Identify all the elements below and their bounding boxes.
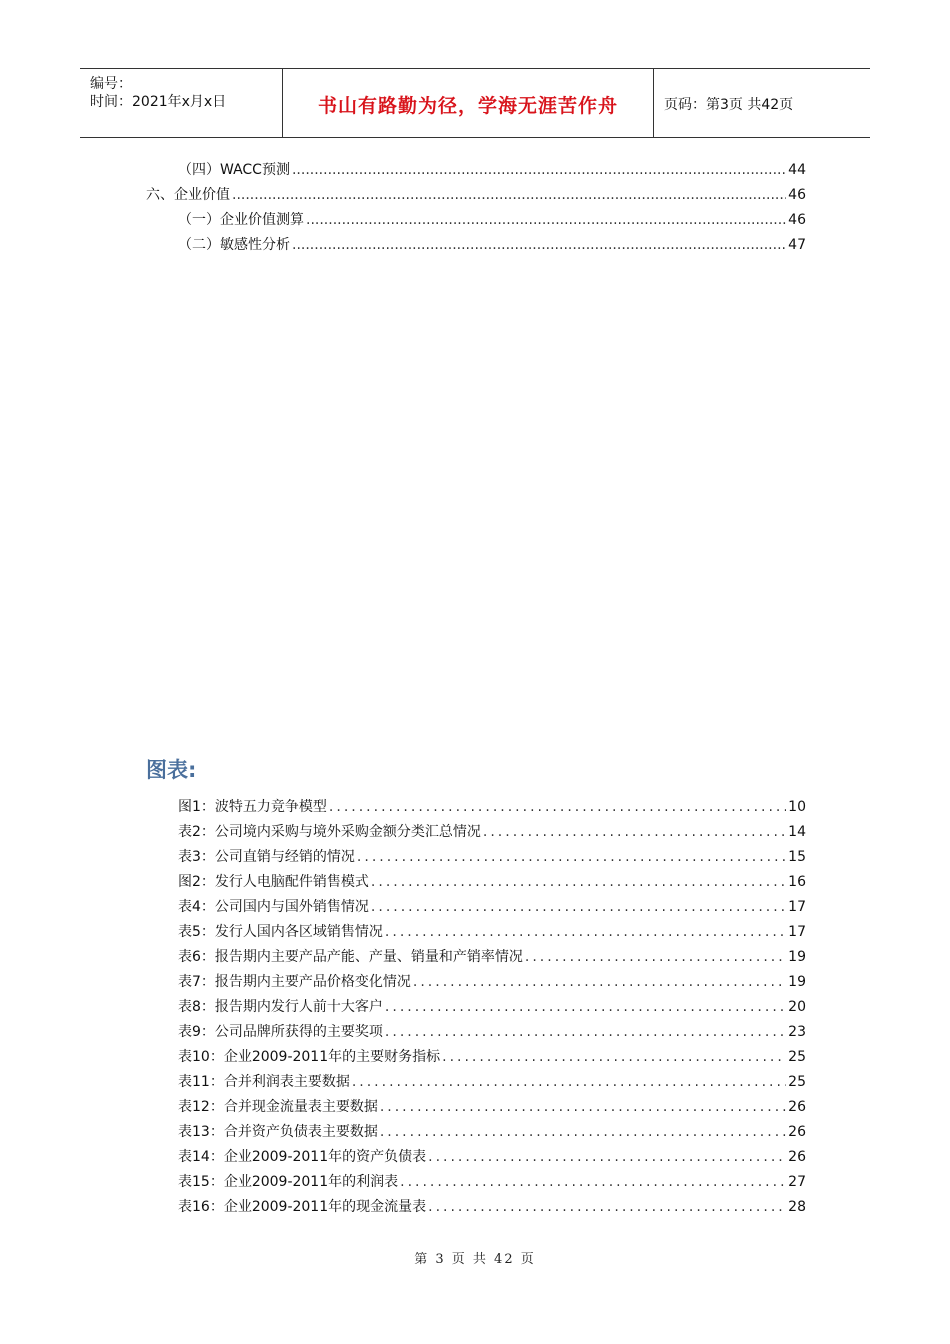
figure-entry-title: 表9：公司品牌所获得的主要奖项	[178, 1024, 383, 1040]
figure-leader-dots	[385, 922, 786, 942]
header-page-label: 页码：第3页 共42页	[664, 97, 794, 113]
figure-leader-dots	[385, 1022, 786, 1042]
figure-entry[interactable]	[178, 1122, 806, 1142]
figure-entry[interactable]	[178, 1172, 806, 1192]
toc-leader-dots	[292, 235, 786, 255]
toc-leader-dots	[292, 160, 786, 180]
figure-entry-title: 表5：发行人国内各区域销售情况	[178, 924, 383, 940]
toc-entry-title: （二）敏感性分析	[178, 237, 290, 253]
figure-entry-title: 表15：企业2009-2011年的利润表	[178, 1174, 399, 1190]
figure-entry[interactable]	[178, 997, 806, 1017]
figure-leader-dots	[428, 1197, 786, 1217]
header-motto: 书山有路勤为径，学海无涯苦作舟	[317, 95, 618, 117]
figure-leader-dots	[329, 797, 786, 817]
figure-entry-page: 27	[788, 1174, 806, 1190]
figure-entry-page: 17	[788, 924, 806, 940]
figure-leader-dots	[525, 947, 786, 967]
figure-entry[interactable]	[178, 922, 806, 942]
figure-entry-title: 表10：企业2009-2011年的主要财务指标	[178, 1049, 441, 1065]
figure-entry-title: 表13：合并资产负债表主要数据	[178, 1124, 378, 1140]
figure-entry-page: 14	[788, 824, 806, 840]
figure-entry[interactable]	[178, 1022, 806, 1042]
toc-entry-title: （一）企业价值测算	[178, 212, 304, 228]
figure-entry-page: 23	[788, 1024, 806, 1040]
page-header	[80, 68, 870, 138]
toc-leader-dots	[232, 185, 786, 205]
header-number-label: 编号：	[90, 76, 132, 92]
toc-entry[interactable]	[146, 185, 806, 205]
figure-leader-dots	[371, 897, 786, 917]
figure-entry[interactable]	[178, 972, 806, 992]
figure-leader-dots	[385, 997, 786, 1017]
figure-leader-dots	[380, 1122, 786, 1142]
figure-entry-page: 16	[788, 874, 806, 890]
toc-entry-page: 46	[788, 212, 806, 228]
toc-entry[interactable]	[178, 235, 806, 255]
figure-entry[interactable]	[178, 1072, 806, 1092]
figure-entry[interactable]	[178, 822, 806, 842]
figure-entry-page: 26	[788, 1099, 806, 1115]
figure-entry-page: 26	[788, 1124, 806, 1140]
figure-entry[interactable]	[178, 947, 806, 967]
toc-entry-page: 47	[788, 237, 806, 253]
page-footer: 第 3 页 共 42 页	[414, 1252, 536, 1267]
figure-entry-page: 28	[788, 1199, 806, 1215]
figure-leader-dots	[413, 972, 786, 992]
figure-entry-page: 15	[788, 849, 806, 865]
figure-leader-dots	[400, 1172, 786, 1192]
figure-entry-title: 表11：合并利润表主要数据	[178, 1074, 350, 1090]
toc-entry[interactable]	[178, 210, 806, 230]
figure-entry[interactable]	[178, 1197, 806, 1217]
figure-leader-dots	[483, 822, 786, 842]
figure-entry-page: 19	[788, 974, 806, 990]
figure-entry[interactable]	[178, 1047, 806, 1067]
figure-entry-title: 表12：合并现金流量表主要数据	[178, 1099, 378, 1115]
figure-entry-page: 26	[788, 1149, 806, 1165]
figure-entry-page: 10	[788, 799, 806, 815]
figure-entry-title: 图2：发行人电脑配件销售模式	[178, 874, 369, 890]
figure-entry[interactable]	[178, 797, 806, 817]
header-info-cell	[80, 69, 283, 137]
figure-entry-page: 25	[788, 1074, 806, 1090]
figure-entry-title: 表2：公司境内采购与境外采购金额分类汇总情况	[178, 824, 481, 840]
figure-leader-dots	[380, 1097, 786, 1117]
figure-entry-title: 表3：公司直销与经销的情况	[178, 849, 355, 865]
figure-leader-dots	[352, 1072, 786, 1092]
figure-leader-dots	[442, 1047, 786, 1067]
figure-entry-page: 25	[788, 1049, 806, 1065]
figure-entry-title: 表16：企业2009-2011年的现金流量表	[178, 1199, 427, 1215]
figure-entry-title: 表8：报告期内发行人前十大客户	[178, 999, 383, 1015]
figure-entry-title: 图1：波特五力竞争模型	[178, 799, 327, 815]
figure-entry-title: 表6：报告期内主要产品产能、产量、销量和产销率情况	[178, 949, 523, 965]
figure-leader-dots	[428, 1147, 786, 1167]
header-time-label: 时间：2021年x月x日	[90, 94, 227, 110]
toc-leader-dots	[306, 210, 786, 230]
header-page-cell	[654, 69, 870, 137]
figure-entry[interactable]	[178, 897, 806, 917]
figure-entry-title: 表7：报告期内主要产品价格变化情况	[178, 974, 411, 990]
figures-heading: 图表:	[146, 758, 197, 782]
figure-leader-dots	[371, 872, 786, 892]
figure-entry[interactable]	[178, 1147, 806, 1167]
figure-entry[interactable]	[178, 1097, 806, 1117]
figure-leader-dots	[357, 847, 786, 867]
toc-entry-title: （四）WACC预测	[178, 162, 290, 178]
figure-entry-page: 17	[788, 899, 806, 915]
toc-entry-title: 六、企业价值	[146, 187, 230, 203]
figure-entry[interactable]	[178, 847, 806, 867]
figure-entry-page: 19	[788, 949, 806, 965]
header-motto-cell	[283, 69, 654, 137]
toc-entry-page: 44	[788, 162, 806, 178]
figure-entry-title: 表4：公司国内与国外销售情况	[178, 899, 369, 915]
toc-entry-page: 46	[788, 187, 806, 203]
figure-entry[interactable]	[178, 872, 806, 892]
figure-entry-page: 20	[788, 999, 806, 1015]
figure-entry-title: 表14：企业2009-2011年的资产负债表	[178, 1149, 427, 1165]
toc-entry[interactable]	[178, 160, 806, 180]
